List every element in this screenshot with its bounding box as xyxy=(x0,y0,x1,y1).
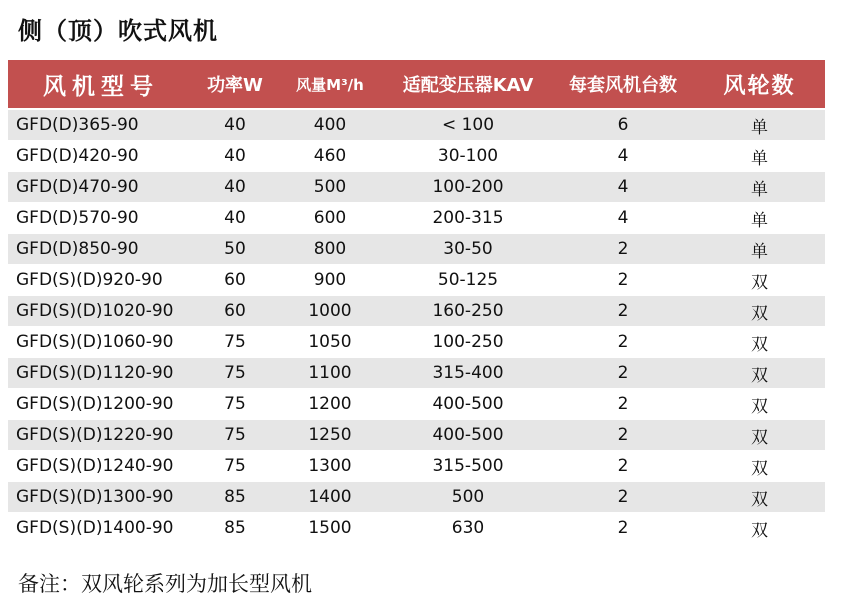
cell-model: GFD(S)(D)1120-90 xyxy=(8,358,194,389)
column-header-fans-per-set: 每套风机台数 xyxy=(552,60,694,109)
cell-transformer: 400-500 xyxy=(384,420,552,451)
cell-power: 60 xyxy=(194,296,276,327)
cell-airflow: 1000 xyxy=(276,296,384,327)
cell-model: GFD(S)(D)920-90 xyxy=(8,265,194,296)
cell-model: GFD(D)420-90 xyxy=(8,141,194,172)
cell-model: GFD(S)(D)1300-90 xyxy=(8,482,194,513)
cell-power: 75 xyxy=(194,389,276,420)
table-row xyxy=(8,420,825,451)
cell-model: GFD(S)(D)1240-90 xyxy=(8,451,194,482)
cell-airflow: 500 xyxy=(276,172,384,203)
cell-model: GFD(D)570-90 xyxy=(8,203,194,234)
cell-airflow: 1050 xyxy=(276,327,384,358)
cell-power: 85 xyxy=(194,513,276,544)
table-row xyxy=(8,296,825,327)
cell-power: 60 xyxy=(194,265,276,296)
table-row xyxy=(8,172,825,203)
table-row xyxy=(8,265,825,296)
table-body xyxy=(8,109,825,544)
table-row xyxy=(8,389,825,420)
cell-impeller-count: 单 xyxy=(694,234,825,265)
cell-transformer: 30-50 xyxy=(384,234,552,265)
cell-impeller-count: 双 xyxy=(694,451,825,482)
cell-transformer: 315-400 xyxy=(384,358,552,389)
column-header-airflow: 风量M³/h xyxy=(276,60,384,109)
cell-power: 40 xyxy=(194,203,276,234)
cell-airflow: 1500 xyxy=(276,513,384,544)
cell-impeller-count: 双 xyxy=(694,265,825,296)
cell-transformer: < 100 xyxy=(384,109,552,141)
cell-airflow: 1400 xyxy=(276,482,384,513)
cell-impeller-count: 双 xyxy=(694,513,825,544)
cell-impeller-count: 单 xyxy=(694,141,825,172)
cell-power: 40 xyxy=(194,141,276,172)
cell-fans-per-set: 2 xyxy=(552,296,694,327)
cell-airflow: 600 xyxy=(276,203,384,234)
cell-impeller-count: 单 xyxy=(694,172,825,203)
cell-transformer: 160-250 xyxy=(384,296,552,327)
table-row xyxy=(8,358,825,389)
cell-airflow: 800 xyxy=(276,234,384,265)
cell-fans-per-set: 2 xyxy=(552,451,694,482)
cell-fans-per-set: 2 xyxy=(552,513,694,544)
column-header-model: 风机型号 xyxy=(8,60,194,109)
cell-fans-per-set: 4 xyxy=(552,203,694,234)
cell-impeller-count: 双 xyxy=(694,358,825,389)
cell-model: GFD(S)(D)1020-90 xyxy=(8,296,194,327)
cell-airflow: 1200 xyxy=(276,389,384,420)
cell-model: GFD(S)(D)1220-90 xyxy=(8,420,194,451)
table-row xyxy=(8,203,825,234)
cell-airflow: 1250 xyxy=(276,420,384,451)
cell-power: 75 xyxy=(194,451,276,482)
cell-impeller-count: 双 xyxy=(694,296,825,327)
cell-power: 75 xyxy=(194,327,276,358)
cell-impeller-count: 双 xyxy=(694,327,825,358)
cell-model: GFD(S)(D)1400-90 xyxy=(8,513,194,544)
cell-transformer: 200-315 xyxy=(384,203,552,234)
cell-transformer: 100-200 xyxy=(384,172,552,203)
table-row xyxy=(8,482,825,513)
cell-transformer: 50-125 xyxy=(384,265,552,296)
cell-airflow: 900 xyxy=(276,265,384,296)
cell-fans-per-set: 2 xyxy=(552,265,694,296)
cell-impeller-count: 双 xyxy=(694,482,825,513)
cell-fans-per-set: 4 xyxy=(552,172,694,203)
cell-model: GFD(S)(D)1200-90 xyxy=(8,389,194,420)
cell-transformer: 630 xyxy=(384,513,552,544)
cell-fans-per-set: 2 xyxy=(552,358,694,389)
table-row xyxy=(8,141,825,172)
cell-impeller-count: 双 xyxy=(694,420,825,451)
cell-impeller-count: 双 xyxy=(694,389,825,420)
cell-impeller-count: 单 xyxy=(694,109,825,141)
cell-power: 40 xyxy=(194,172,276,203)
cell-power: 40 xyxy=(194,109,276,141)
cell-airflow: 460 xyxy=(276,141,384,172)
cell-power: 50 xyxy=(194,234,276,265)
table-header-row xyxy=(8,60,825,109)
cell-fans-per-set: 2 xyxy=(552,420,694,451)
cell-fans-per-set: 2 xyxy=(552,482,694,513)
cell-airflow: 1300 xyxy=(276,451,384,482)
table-row xyxy=(8,451,825,482)
footnote: 备注：双风轮系列为加长型风机 xyxy=(18,572,312,596)
cell-fans-per-set: 4 xyxy=(552,141,694,172)
cell-model: GFD(D)470-90 xyxy=(8,172,194,203)
cell-transformer: 500 xyxy=(384,482,552,513)
cell-power: 85 xyxy=(194,482,276,513)
cell-fans-per-set: 6 xyxy=(552,109,694,141)
column-header-transformer: 适配变压器KAV xyxy=(384,60,552,109)
cell-power: 75 xyxy=(194,358,276,389)
cell-airflow: 1100 xyxy=(276,358,384,389)
cell-model: GFD(D)850-90 xyxy=(8,234,194,265)
column-header-power: 功率W xyxy=(194,60,276,109)
cell-fans-per-set: 2 xyxy=(552,389,694,420)
table-row xyxy=(8,513,825,544)
cell-transformer: 30-100 xyxy=(384,141,552,172)
cell-fans-per-set: 2 xyxy=(552,327,694,358)
table-row xyxy=(8,109,825,141)
cell-model: GFD(S)(D)1060-90 xyxy=(8,327,194,358)
cell-transformer: 100-250 xyxy=(384,327,552,358)
cell-transformer: 400-500 xyxy=(384,389,552,420)
table-row xyxy=(8,234,825,265)
cell-fans-per-set: 2 xyxy=(552,234,694,265)
cell-transformer: 315-500 xyxy=(384,451,552,482)
cell-power: 75 xyxy=(194,420,276,451)
table-row xyxy=(8,327,825,358)
column-header-impeller-count: 风轮数 xyxy=(694,60,825,109)
cell-airflow: 400 xyxy=(276,109,384,141)
page-title: 侧（顶）吹式风机 xyxy=(18,17,218,45)
spec-table xyxy=(8,60,825,544)
cell-model: GFD(D)365-90 xyxy=(8,109,194,141)
cell-impeller-count: 单 xyxy=(694,203,825,234)
